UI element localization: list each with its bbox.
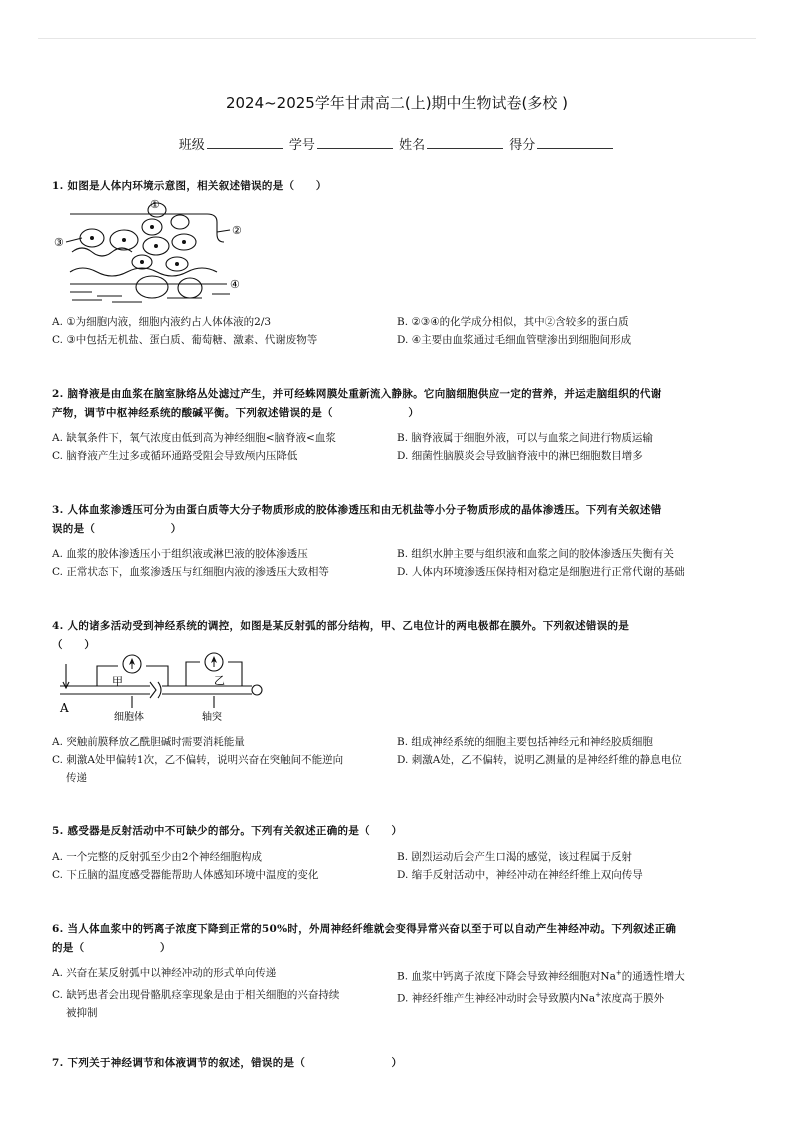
q2-stem-line2: 产物，调节中枢神经系统的酸碱平衡。下列叙述错误的是（ ） <box>52 407 420 419</box>
q4-stem-line1: 4. 人的诸多活动受到神经系统的调控，如图是某反射弧的部分结构，甲、乙电位计的两电极都在膜外。下列叙述错误的是 <box>52 620 630 632</box>
name-blank[interactable] <box>427 137 503 149</box>
question-2-stem <box>52 385 742 423</box>
student-info-line <box>0 134 794 153</box>
q6-option-b-text2: 的通透性增大 <box>621 970 685 983</box>
q1-option-d[interactable]: D. ④主要由血浆通过毛细血管壁渗出到细胞间形成 <box>397 334 632 346</box>
fig1-label-2: ② <box>232 224 242 237</box>
q2-option-b[interactable]: B. 脑脊液属于细胞外液，可以与血浆之间进行物质运输 <box>397 432 653 444</box>
fig1-label-3: ③ <box>54 236 64 249</box>
q2-option-c[interactable]: C. 脑脊液产生过多或循环通路受阻会导致颅内压降低 <box>52 450 298 462</box>
q6-option-d-text2: 浓度高于膜外 <box>601 992 665 1004</box>
question-3-stem <box>52 501 742 539</box>
question-1-stem: 1. 如图是人体内环境示意图，相关叙述错误的是（ ） <box>52 180 327 192</box>
q4-option-c-line2: 传递 <box>66 772 87 784</box>
q1-option-a[interactable]: A. ①为细胞内液，细胞内液约占人体体液的2/3 <box>52 316 272 328</box>
q6-stem-line1: 6. 当人体血浆中的钙离子浓度下降到正常的50%时，外周神经纤维就会变得异常兴奋以至于可以自动产生神经冲动。下列叙述正确 <box>52 923 677 935</box>
question-6-stem <box>52 920 742 958</box>
class-label: 班级 <box>178 138 205 153</box>
q6-option-b-sup: + <box>615 969 622 977</box>
q3-option-d[interactable]: D. 人体内环境渗透压保持相对稳定是细胞进行正常代谢的基础 <box>397 566 685 578</box>
q1-option-b[interactable]: B. ②③④的化学成分相似，其中②含较多的蛋白质 <box>397 316 629 328</box>
score-blank[interactable] <box>537 137 613 149</box>
q5-option-b[interactable]: B. 剧烈运动后会产生口渴的感觉，该过程属于反射 <box>397 851 632 863</box>
question-7-stem: 7. 下列关于神经调节和体液调节的叙述，错误的是（ ） <box>52 1057 403 1069</box>
q3-option-c[interactable]: C. 正常状态下，血浆渗透压与红细胞内液的渗透压大致相等 <box>52 566 329 578</box>
question-3-options <box>52 545 742 581</box>
q5-option-c[interactable]: C. 下丘脑的温度感受器能帮助人体感知环境中温度的变化 <box>52 869 319 881</box>
question-5-stem: 5. 感受器是反射活动中不可缺少的部分。下列有关叙述正确的是（ ） <box>52 825 403 837</box>
q4-option-c-line1: C. 刺激A处甲偏转1次，乙不偏转，说明兴奋在突触间不能逆向 <box>52 754 344 766</box>
q2-option-a[interactable]: A. 缺氧条件下，氧气浓度由低到高为神经细胞<脑脊液<血浆 <box>52 432 336 444</box>
fig4-label-jia: 甲 <box>112 675 123 688</box>
q4-option-a[interactable]: A. 突触前膜释放乙酰胆碱时需要消耗能量 <box>52 736 245 748</box>
q2-option-d[interactable]: D. 细菌性脑膜炎会导致脑脊液中的淋巴细胞数目增多 <box>397 450 643 462</box>
q4-option-c[interactable] <box>52 751 397 787</box>
class-blank[interactable] <box>207 137 283 149</box>
q6-option-c-line2: 被抑制 <box>66 1006 98 1019</box>
question-1-options <box>52 313 742 349</box>
fig4-label-yi: 乙 <box>214 674 225 687</box>
fig4-label-cell-body: 细胞体 <box>114 712 144 723</box>
fig1-label-4: ④ <box>230 278 240 291</box>
q1-option-c[interactable]: C. ③中包括无机盐、蛋白质、葡萄糖、激素、代谢废物等 <box>52 334 318 346</box>
q4-option-d[interactable]: D. 刺激A处，乙不偏转，说明乙测量的是神经纤维的静息电位 <box>397 754 682 766</box>
q6-option-d[interactable] <box>397 986 742 1022</box>
question-4-stem <box>52 617 742 655</box>
q6-option-a[interactable]: A. 兴奋在某反射弧中以神经冲动的形式单向传递 <box>52 967 277 979</box>
q3-stem-line2: 误的是（ ） <box>52 523 182 535</box>
fig4-label-a: A <box>60 701 69 715</box>
page-title: 2024~2025学年甘肃高二(上)期中生物试卷(多校 ) <box>225 94 569 112</box>
q6-stem-line2: 的是（ ） <box>52 942 171 954</box>
header-rule <box>38 38 756 39</box>
q2-stem-line1: 2. 脑脊液是由血浆在脑室脉络丛处滤过产生，并可经蛛网膜处重新流入静脉。它向脑细胞供应一定的营养，并运走脑组织的代谢 <box>52 388 662 400</box>
q6-option-c-line1: C. 缺钙患者会出现骨骼肌痉挛现象是由于相关细胞的兴奋持续 <box>52 988 340 1001</box>
question-4-options <box>52 733 742 787</box>
internal-environment-diagram <box>52 192 252 304</box>
fig4-label-axon: 轴突 <box>202 712 222 723</box>
q6-option-b-text: B. 血浆中钙离子浓度下降会导致神经细胞对Na <box>397 970 616 983</box>
q6-option-d-text: D. 神经纤维产生神经冲动时会导致膜内Na <box>397 992 596 1004</box>
number-label: 学号 <box>288 138 315 153</box>
q4-option-b[interactable]: B. 组成神经系统的细胞主要包括神经元和神经胶质细胞 <box>397 736 653 748</box>
number-blank[interactable] <box>317 137 393 149</box>
q6-option-b[interactable] <box>397 964 742 986</box>
q6-option-d-sup: + <box>595 990 602 999</box>
score-label: 得分 <box>509 138 536 153</box>
question-6-options <box>52 964 742 1022</box>
question-5-options <box>52 848 742 884</box>
q5-option-a[interactable]: A. 一个完整的反射弧至少由2个神经细胞构成 <box>52 851 262 863</box>
q3-option-b[interactable]: B. 组织水肿主要与组织液和血浆之间的胶体渗透压失衡有关 <box>397 548 674 560</box>
q3-stem-line1: 3. 人体血浆渗透压可分为由蛋白质等大分子物质形成的胶体渗透压和由无机盐等小分子物质形成的晶体渗透压。下列有关叙述错 <box>52 504 662 516</box>
q3-option-a[interactable]: A. 血浆的胶体渗透压小于组织液或淋巴液的胶体渗透压 <box>52 548 308 560</box>
q4-stem-line2: （ ） <box>52 639 96 651</box>
q5-option-d[interactable]: D. 缩手反射活动中，神经冲动在神经纤维上双向传导 <box>397 869 643 881</box>
question-2-options <box>52 429 742 465</box>
name-label: 姓名 <box>399 138 426 153</box>
fig1-label-1: ① <box>150 198 160 211</box>
q6-option-c[interactable] <box>52 986 397 1022</box>
reflex-arc-diagram <box>52 652 272 726</box>
